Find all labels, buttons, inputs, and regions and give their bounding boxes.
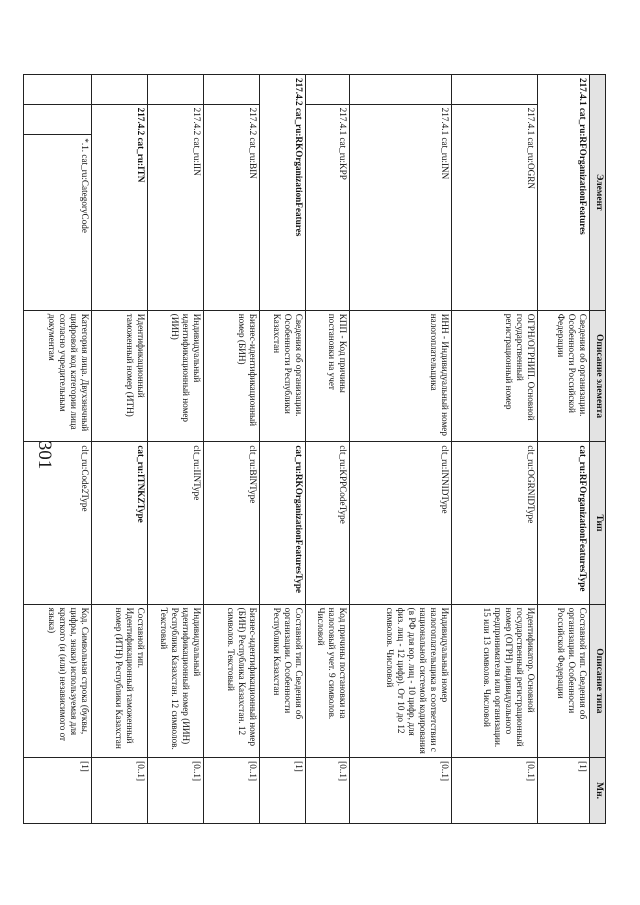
- type-name: clt_ru:BINType: [204, 442, 260, 604]
- row-number: 217.4.2: [136, 107, 146, 136]
- table-row: [24, 75, 92, 824]
- multiplicity: [0..1]: [148, 758, 204, 824]
- element-cell: [260, 75, 306, 311]
- row-number: 217.4.1: [578, 78, 588, 106]
- type-description: Бизнес-идентификационный номер (БИН) Республика Казахстан. 12 символов. Текстовый: [204, 604, 260, 758]
- type-description: Индивидуальный номер налогоплательщика в соответствии с национальной системой кодирования (в РФ для юр. лиц - 10 цифр, для физ. лиц - 12 цифр). От 10 до 12 символов. Числовой: [350, 604, 452, 758]
- indent-cell: [24, 75, 92, 105]
- table-row: [350, 75, 452, 824]
- element-name: cat_ru:OGRN: [526, 137, 536, 189]
- indent-cell: [24, 104, 92, 135]
- row-number: 217.4.2: [192, 107, 202, 136]
- multiplicity: [1]: [24, 758, 92, 824]
- table-row: [148, 75, 204, 824]
- element-cell: [148, 104, 204, 310]
- element-cell: [306, 104, 350, 310]
- indent-cell: [306, 75, 350, 105]
- table-row: [538, 75, 590, 824]
- element-description: Идентификационный таможенный номер (ИТН): [92, 310, 148, 442]
- type-name: clt_ru:INNIDType: [350, 442, 452, 604]
- element-description: Бизнес-идентификационный номер (БИН): [204, 310, 260, 442]
- table-row: [204, 75, 260, 824]
- element-name: cat_ru:BIN: [248, 137, 258, 179]
- element-name: cat_ru:IIN: [192, 137, 202, 176]
- element-name: cat_ru:ITN: [136, 137, 146, 183]
- table-row: [306, 75, 350, 824]
- multiplicity: [0..1]: [92, 758, 148, 824]
- header-type-description: Описание типа: [590, 604, 606, 758]
- element-cell: [24, 135, 92, 310]
- type-name: clt_ru:OGRNIDType: [452, 442, 538, 604]
- multiplicity: [1]: [538, 758, 590, 824]
- multiplicity: [0..1]: [452, 758, 538, 824]
- element-description: КПП - Код причины постановки на учет: [306, 310, 350, 442]
- indent-cell: [148, 75, 204, 105]
- row-number: 217.4.2: [294, 78, 304, 106]
- element-description: Сведения об организации. Особенности Российской Федерации: [538, 310, 590, 442]
- row-number: 217.4.1: [526, 107, 536, 136]
- header-type: Тип: [590, 442, 606, 604]
- element-name: cat_ru:KPP: [338, 137, 348, 180]
- header-element: Элемент: [590, 75, 606, 311]
- header-multiplicity: Мн.: [590, 758, 606, 824]
- indent-cell: [92, 75, 148, 105]
- row-number: 217.4.1: [440, 107, 450, 136]
- element-cell: [92, 104, 148, 310]
- indent-cell: [452, 75, 538, 105]
- indent-cell: [350, 75, 452, 105]
- multiplicity: [0..1]: [204, 758, 260, 824]
- table-row: [452, 75, 538, 824]
- element-description: Сведения об организации. Особенности Республики Казахстан: [260, 310, 306, 442]
- type-description: Код причины постановки на налоговый учет. 9 символов. Числовой: [306, 604, 350, 758]
- type-name: cat_ru:RKOrganizationFeaturesType: [260, 442, 306, 604]
- page-number: 301: [34, 440, 55, 470]
- spec-table: [23, 74, 606, 824]
- row-number: 217.4.1: [338, 107, 348, 136]
- multiplicity: [0..1]: [306, 758, 350, 824]
- element-name: cat_ru:RKOrganizationFeatures: [294, 107, 304, 237]
- multiplicity: [1]: [260, 758, 306, 824]
- table-header-row: [590, 75, 606, 824]
- element-cell: [452, 104, 538, 310]
- header-element-description: Описание элемента: [590, 310, 606, 442]
- element-description: Индивидуальный идентификационный номер (ИИН): [148, 310, 204, 442]
- element-cell: [538, 75, 590, 311]
- element-name: cat_ru:RFOrganizationFeatures: [578, 107, 588, 235]
- element-name: cat_ru:INN: [440, 137, 450, 180]
- row-number: 217.4.2: [248, 107, 258, 136]
- rotated-page-content: [46, 74, 606, 824]
- type-description: Составной тип. Сведения об организации. Особенности Российской Федерации: [538, 604, 590, 758]
- element-description: ОГРН/ОГРНИП. Основной государственный регистрационный номер: [452, 310, 538, 442]
- element-cell: [350, 104, 452, 310]
- type-description: Код. Символьная строка (буквы, цифры, знаки) используемая для краткого (и (или) независимого от языка): [24, 604, 92, 758]
- type-description: Индивидуальный идентификационный номер (ИИН) Республика Казахстан. 12 символов. Текстовый: [148, 604, 204, 758]
- table-row: [260, 75, 306, 824]
- type-name: clt_ru:IINType: [148, 442, 204, 604]
- multiplicity: [0..1]: [350, 758, 452, 824]
- element-cell: [204, 104, 260, 310]
- type-name: cat_ru:ITNKZType: [92, 442, 148, 604]
- type-name: clt_ru:Code2Type: [24, 442, 92, 604]
- type-name: cat_ru:RFOrganizationFeaturesType: [538, 442, 590, 604]
- row-number: *.1.: [80, 138, 90, 153]
- element-description: Категория лица. Двухзначный цифровой код категории лица согласно учредительным документам: [24, 310, 92, 442]
- element-description: ИНН - Индивидуальный номер налогоплательщика: [350, 310, 452, 442]
- type-description: Составной тип. Идентификационный таможенный номер (ИТН) Республики Казахстан: [92, 604, 148, 758]
- type-description: Идентификатор. Основной государственный регистрационный номер (ОГРН) индивидуального предпринимателя или организации. 15 или 13 символов. Числовой: [452, 604, 538, 758]
- table-row: [92, 75, 148, 824]
- type-description: Составной тип. Сведения об организации. Особенности Республики Казахстан: [260, 604, 306, 758]
- type-name: clt_ru:KPPCodeType: [306, 442, 350, 604]
- indent-cell: [204, 75, 260, 105]
- element-name: cat_ru:CategoryCode: [80, 154, 90, 233]
